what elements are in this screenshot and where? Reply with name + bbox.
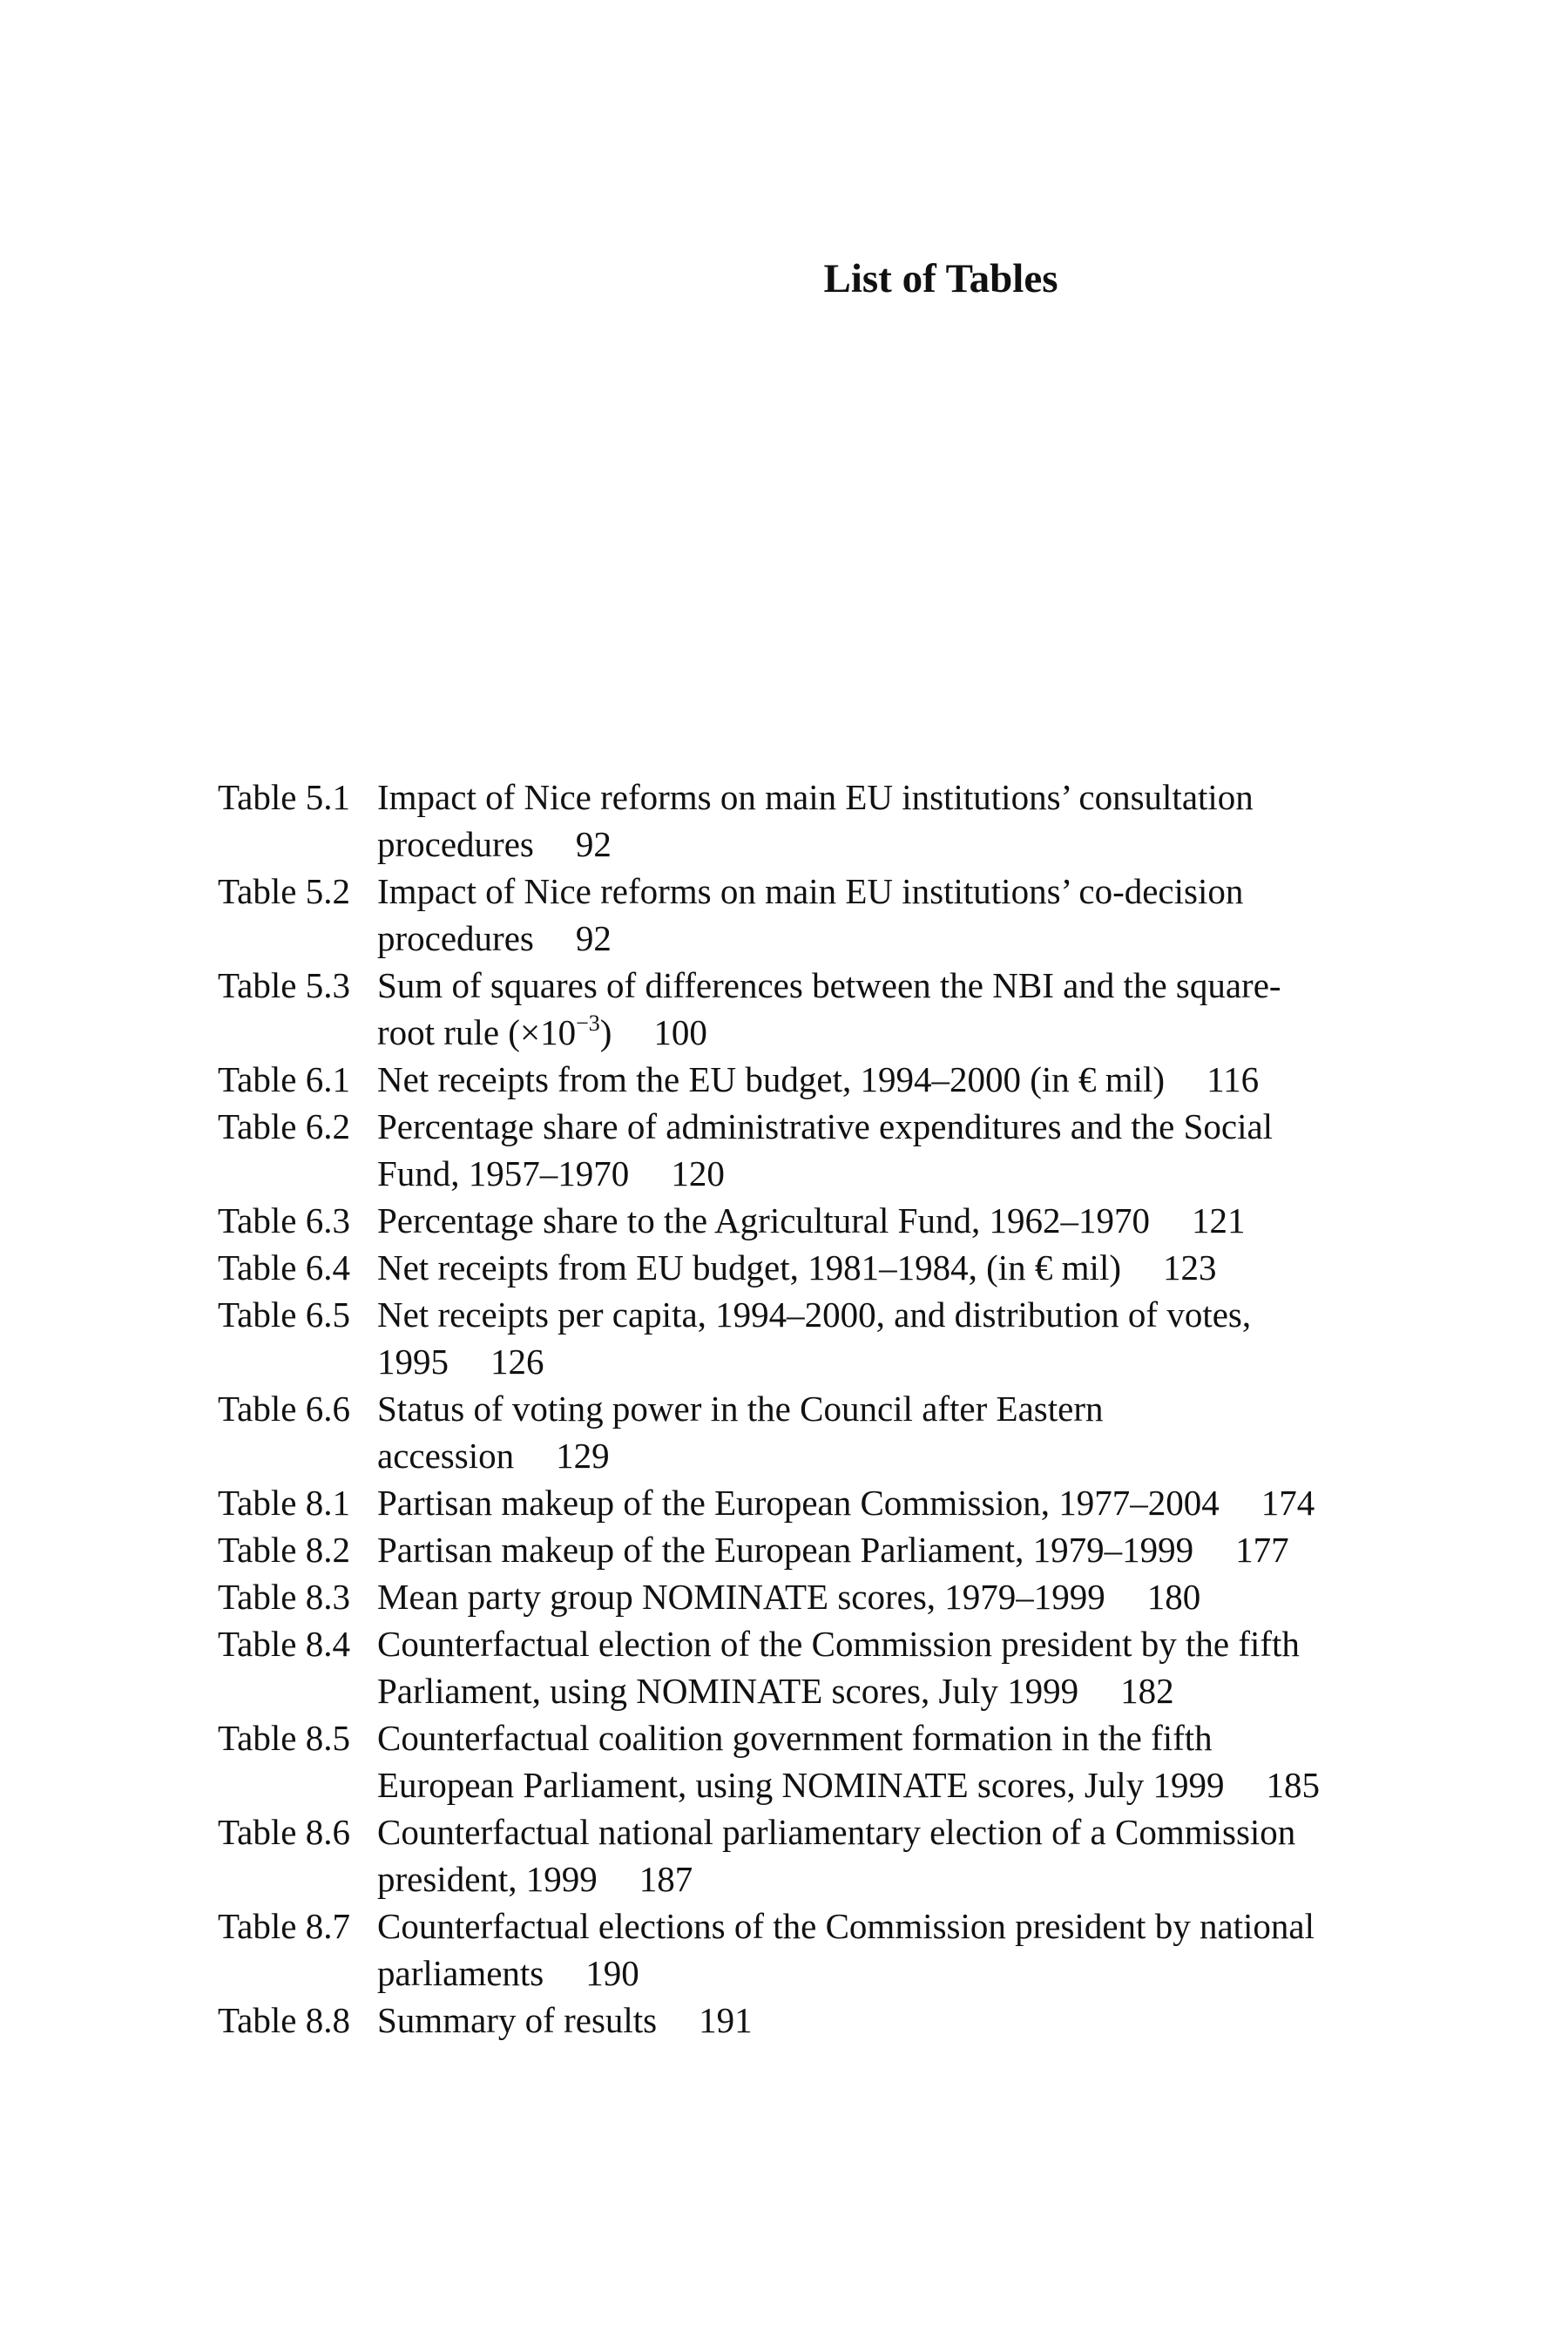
table-entry-6-6[interactable] — [218, 1385, 1376, 1479]
table-number: Table 8.2 — [218, 1530, 350, 1570]
page-number: 123 — [1163, 1247, 1217, 1288]
table-title: Impact of Nice reforms on main EU institutions’ consultation procedures — [377, 777, 1254, 864]
table-title: Counterfactual coalition government formation in the fifth European Parliament, using NOMINATE scores, July 1999 — [377, 1718, 1225, 1805]
table-number: Table 5.1 — [218, 777, 350, 817]
table-number: Table 6.3 — [218, 1200, 350, 1240]
table-title: Summary of results — [377, 2000, 658, 2040]
table-number: Table 8.5 — [218, 1718, 350, 1758]
table-title: Mean party group NOMINATE scores, 1979–1999 — [377, 1577, 1105, 1617]
table-number: Table 8.8 — [218, 2000, 350, 2040]
page-number: 126 — [490, 1342, 544, 1382]
page-number: 182 — [1120, 1671, 1174, 1711]
table-number: Table 8.4 — [218, 1624, 350, 1664]
table-entry-5-3[interactable] — [218, 962, 1376, 1056]
page-number: 174 — [1260, 1483, 1315, 1523]
table-entry-5-1[interactable] — [218, 774, 1376, 868]
table-entry-8-1[interactable] — [218, 1479, 1376, 1526]
table-title: Net receipts from EU budget, 1981–1984, (in € mil) — [377, 1247, 1121, 1288]
page-number: 177 — [1235, 1530, 1289, 1570]
table-entry-6-5[interactable] — [218, 1291, 1376, 1385]
table-number: Table 6.1 — [218, 1059, 350, 1099]
table-list — [218, 774, 1376, 2044]
table-title: Counterfactual national parliamentary election of a Commission president, 1999 — [377, 1812, 1296, 1899]
table-title: Sum of squares of differences between the NBI and the square-root rule (×10 — [377, 965, 1281, 1052]
table-title-end: ) — [599, 1012, 612, 1052]
table-title: Counterfactual elections of the Commission president by national parliaments — [377, 1906, 1315, 1993]
page-number: 185 — [1266, 1765, 1320, 1805]
page-number: 120 — [671, 1153, 725, 1193]
page-number: 116 — [1206, 1059, 1260, 1099]
table-number: Table 8.7 — [218, 1906, 350, 1946]
table-number: Table 8.3 — [218, 1577, 350, 1617]
table-entry-8-6[interactable] — [218, 1808, 1376, 1903]
page-number: 187 — [639, 1859, 693, 1899]
table-entry-8-8[interactable] — [218, 1997, 1376, 2044]
table-entry-8-5[interactable] — [218, 1714, 1376, 1808]
table-number: Table 6.5 — [218, 1294, 350, 1335]
table-title: Impact of Nice reforms on main EU institutions’ co-decision procedures — [377, 871, 1244, 958]
table-entry-5-2[interactable] — [218, 868, 1376, 962]
table-title: Counterfactual election of the Commission president by the fifth Parliament, using NOMINATE scores, July 1999 — [377, 1624, 1300, 1711]
table-number: Table 5.3 — [218, 965, 350, 1005]
table-number: Table 8.1 — [218, 1483, 350, 1523]
page-number: 121 — [1192, 1200, 1246, 1240]
page-number: 100 — [653, 1012, 707, 1052]
table-title: Partisan makeup of the European Parliament, 1979–1999 — [377, 1530, 1194, 1570]
page-title: List of Tables — [823, 256, 1058, 301]
page-number: 92 — [575, 918, 612, 958]
page-number: 129 — [556, 1436, 610, 1476]
table-entry-8-4[interactable] — [218, 1620, 1376, 1714]
page-number: 190 — [585, 1953, 639, 1993]
superscript-exponent: −3 — [576, 1010, 600, 1036]
table-title: Partisan makeup of the European Commission, 1977–2004 — [377, 1483, 1220, 1523]
page-number: 180 — [1146, 1577, 1201, 1617]
table-entry-6-2[interactable] — [218, 1103, 1376, 1197]
table-number: Table 5.2 — [218, 871, 350, 911]
table-entry-6-4[interactable] — [218, 1244, 1376, 1291]
table-entry-8-7[interactable] — [218, 1903, 1376, 1997]
page-number: 191 — [699, 2000, 753, 2040]
table-title: Net receipts per capita, 1994–2000, and distribution of votes, 1995 — [377, 1294, 1252, 1382]
table-number: Table 6.2 — [218, 1106, 350, 1146]
table-entry-8-2[interactable] — [218, 1526, 1376, 1573]
table-number: Table 6.6 — [218, 1389, 350, 1429]
table-number: Table 8.6 — [218, 1812, 350, 1852]
table-title: Percentage share to the Agricultural Fund, 1962–1970 — [377, 1200, 1150, 1240]
table-title: Status of voting power in the Council after Eastern accession — [377, 1389, 1104, 1476]
table-entry-8-3[interactable] — [218, 1573, 1376, 1620]
table-title: Percentage share of administrative expenditures and the Social Fund, 1957–1970 — [377, 1106, 1274, 1193]
table-title: Net receipts from the EU budget, 1994–2000 (in € mil) — [377, 1059, 1166, 1099]
table-entry-6-1[interactable] — [218, 1056, 1376, 1103]
table-number: Table 6.4 — [218, 1247, 350, 1288]
page-number: 92 — [575, 824, 612, 864]
table-entry-6-3[interactable] — [218, 1197, 1376, 1244]
